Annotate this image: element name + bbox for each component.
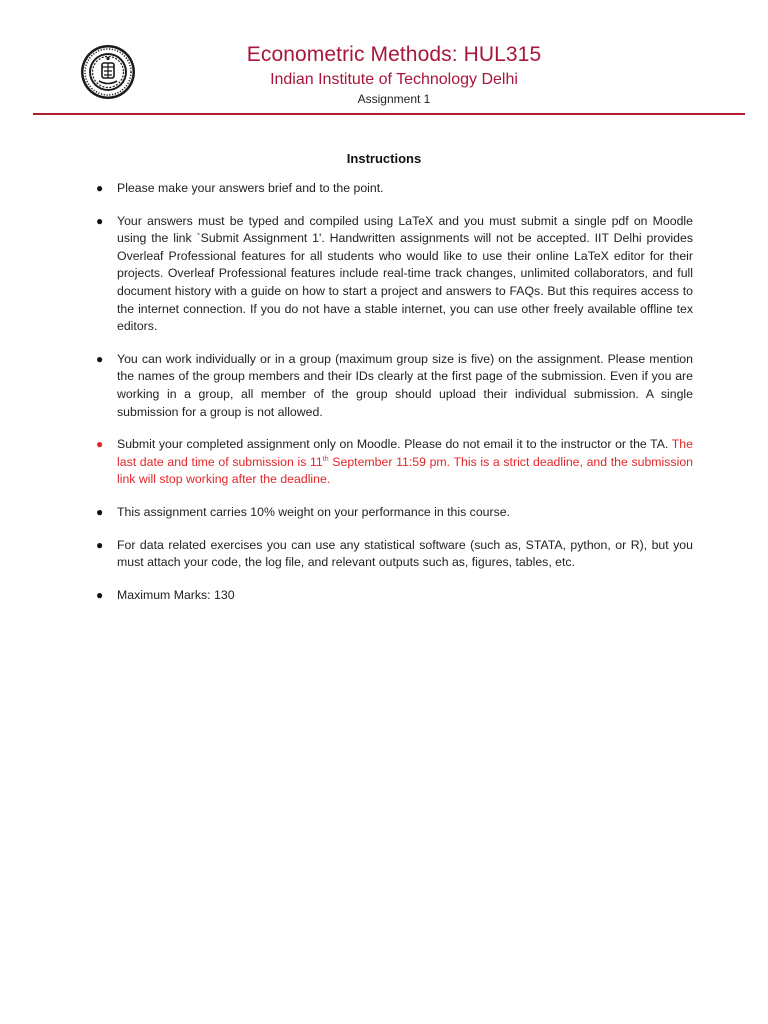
deadline-rest-text: September 11:59 pm. This is a strict deadline, and the submission link will stop working after the deadline. (117, 454, 693, 487)
assignment-label: Assignment 1 (357, 92, 431, 106)
bullet-icon: ● (96, 181, 104, 195)
list-item (0, 504, 768, 522)
instruction-text: For data related exercises you can use any statistical software (such as, STATA, python, or R), but you must attach your code, the log file, and relevant outputs such as, figures, tables, etc. (117, 537, 693, 570)
instruction-text: Please make your answers brief and to the point. (117, 181, 384, 195)
course-title: Econometric Methods: HUL315 (246, 43, 542, 66)
list-item-deadline (0, 436, 768, 489)
list-item (0, 213, 768, 336)
instruction-text: You can work individually or in a group (maximum group size is five) on the assignment. Please mention the names of the group members and their IDs clearly at the first page of the submission. Even if you are working in a group, all member of the group should upload their individual submission. A single submission for a group is not allowed. (117, 351, 693, 419)
deadline-intro-text: Submit your completed assignment only on Moodle. Please do not email it to the instructor or the TA. (117, 437, 672, 452)
bullet-icon: ● (96, 351, 104, 366)
list-item (0, 180, 768, 198)
ordinal-suffix: th (322, 455, 329, 463)
deadline-date-text: The last date and time of submission is 11 (117, 437, 693, 469)
bullet-icon: ● (96, 213, 104, 228)
instruction-text: This assignment carries 10% weight on your performance in this course. (117, 504, 510, 519)
instruction-text: Maximum Marks: 130 (117, 587, 235, 602)
instruction-text (117, 436, 693, 489)
instructions-list (0, 180, 768, 619)
header-divider (33, 113, 745, 115)
list-item (0, 537, 768, 572)
bullet-icon: ● (96, 504, 104, 519)
list-item (0, 351, 768, 421)
list-item (0, 587, 768, 605)
instructions-heading: Instructions (346, 151, 422, 166)
bullet-icon: ● (96, 537, 104, 552)
institute-name: Indian Institute of Technology Delhi (270, 71, 518, 88)
bullet-icon: ● (96, 587, 104, 602)
bullet-icon: ● (96, 437, 104, 452)
instruction-text: Your answers must be typed and compiled using LaTeX and you must submit a single pdf on Moodle using the link `Submit Assignment 1'. Handwritten assignments will not be accepted. IIT Delhi provides Overleaf Professional features for all students who would like to use their online LaTeX editor for their projects. Overleaf Professional features include real-time track changes, unlimited collaborators, and full document history with a guide on how to start a project and answers to FAQs. But this requires access to the internet connection. If you do not have a stable internet, you can use other freely available offline tex editors. (117, 213, 693, 334)
document-header (0, 0, 768, 116)
